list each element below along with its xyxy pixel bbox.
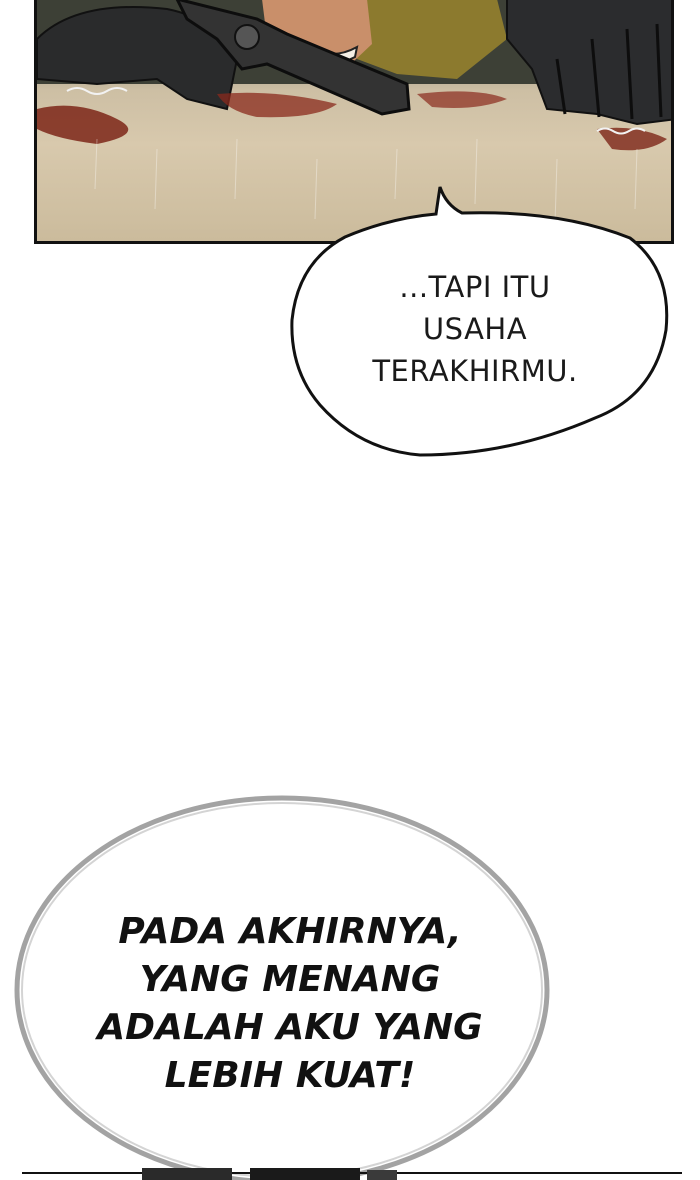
shout-line: LEBIH KUAT! <box>164 1055 416 1096</box>
shout-line: YANG MENANG <box>139 959 441 1000</box>
shout-line: ADALAH AKU YANG <box>97 1007 483 1048</box>
speech-line: TERAKHIRMU. <box>372 354 578 388</box>
speech-line: ...TAPI ITU <box>399 270 551 304</box>
speech-line: USAHA <box>422 312 528 346</box>
speech-bubble-text <box>330 266 620 392</box>
shout-bubble-text <box>40 908 540 1100</box>
next-panel-edge <box>22 1168 682 1180</box>
shout-line: PADA AKHIRNYA, <box>118 911 462 952</box>
